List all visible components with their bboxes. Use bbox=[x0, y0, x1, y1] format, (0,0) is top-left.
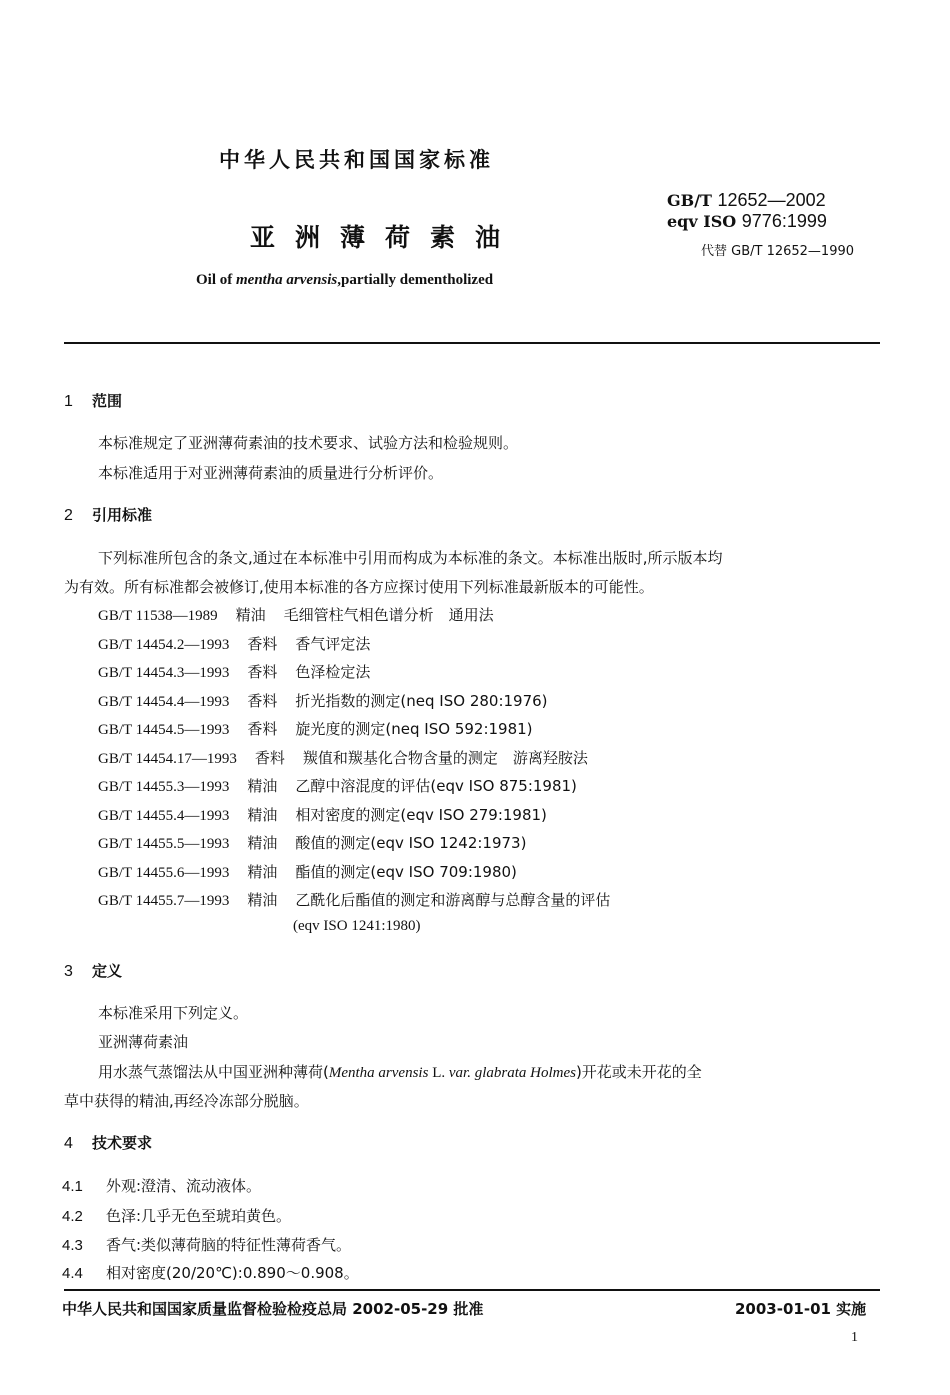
footer-divider bbox=[64, 1289, 880, 1291]
title-en-italic: mentha arvensis bbox=[236, 272, 338, 288]
section-number: 1 bbox=[64, 393, 73, 410]
section-title: 引用标准 bbox=[92, 506, 153, 524]
section-number: 2 bbox=[64, 507, 73, 524]
ref-item bbox=[98, 804, 547, 825]
page-number: 1 bbox=[851, 1330, 858, 1345]
standard-number bbox=[667, 190, 827, 232]
ref-title: 相对密度的测定(eqv ISO 279:1981) bbox=[295, 806, 547, 824]
item-number: 4.3 bbox=[62, 1237, 83, 1254]
ref-code: GB/T 14454.3—1993 bbox=[98, 665, 230, 681]
ref-code: GB/T 14455.4—1993 bbox=[98, 808, 230, 824]
standard-title-cn: 亚洲薄荷素油 bbox=[250, 223, 521, 252]
ref-item bbox=[98, 604, 494, 625]
title-en-post: ,partially dementholized bbox=[337, 272, 494, 288]
requirement-item bbox=[62, 1234, 351, 1255]
section-1-para-1: 本标准规定了亚洲薄荷素油的技术要求、试验方法和检验规则。 bbox=[98, 434, 519, 452]
item-number: 4.4 bbox=[62, 1265, 83, 1282]
standard-title-en bbox=[196, 272, 493, 289]
eqv-prefix: eqv ISO bbox=[667, 212, 742, 231]
ref-code: GB/T 11538—1989 bbox=[98, 608, 218, 624]
ref-item bbox=[98, 633, 370, 654]
ref-category: 香料 bbox=[247, 720, 278, 738]
eqv-number: 9776:1999 bbox=[741, 211, 827, 231]
ref-item bbox=[98, 690, 548, 711]
ref-title: 乙醇中溶混度的评估(eqv ISO 875:1981) bbox=[295, 777, 577, 795]
section-4-heading bbox=[64, 1132, 152, 1153]
national-standard-title: 中华人民共和国国家标准 bbox=[219, 148, 494, 172]
ref-code: GB/T 14454.5—1993 bbox=[98, 722, 230, 738]
std-no-prefix: GB/T bbox=[667, 191, 718, 210]
ref-title: 酸值的测定(eqv ISO 1242:1973) bbox=[295, 834, 527, 852]
section-title: 定义 bbox=[92, 962, 123, 980]
ref-code: GB/T 14454.17—1993 bbox=[98, 751, 237, 767]
ref-code: GB/T 14454.4—1993 bbox=[98, 694, 230, 710]
def-pre: 用水蒸气蒸馏法从中国亚洲种薄荷( bbox=[98, 1063, 329, 1081]
ref-category: 精油 bbox=[247, 834, 278, 852]
def-mid: L. bbox=[428, 1065, 449, 1081]
ref-category: 精油 bbox=[247, 891, 278, 909]
effective-date: 2003-01-01 实施 bbox=[735, 1300, 867, 1318]
definition-term: 亚洲薄荷素油 bbox=[98, 1033, 189, 1051]
item-number: 4.1 bbox=[62, 1178, 83, 1195]
ref-category: 精油 bbox=[247, 863, 278, 881]
section-title: 范围 bbox=[92, 392, 123, 410]
ref-category: 精油 bbox=[247, 777, 278, 795]
ref-title: 毛细管柱气相色谱分析 通用法 bbox=[283, 606, 494, 624]
ref-code: GB/T 14455.3—1993 bbox=[98, 779, 230, 795]
ref-item bbox=[98, 747, 588, 768]
header-divider bbox=[64, 342, 880, 344]
ref-category: 香料 bbox=[254, 749, 285, 767]
section-3-para-1: 本标准采用下列定义。 bbox=[98, 1004, 249, 1022]
ref-title: 乙酰化后酯值的测定和游离醇与总醇含量的评估 bbox=[295, 891, 611, 909]
std-no-number: 12652—2002 bbox=[717, 190, 826, 210]
replaces-standard: 代替 GB/T 12652—1990 bbox=[701, 244, 855, 259]
ref-code: GB/T 14455.6—1993 bbox=[98, 865, 230, 881]
ref-category: 精油 bbox=[235, 606, 266, 624]
item-text: 色泽:几乎无色至琥珀黄色。 bbox=[106, 1207, 292, 1225]
definition-line-1 bbox=[98, 1061, 702, 1082]
def-species: Mentha arvensis bbox=[328, 1065, 429, 1081]
section-2-para-line-1: 下列标准所包含的条文,通过在本标准中引用而构成为本标准的条文。本标准出版时,所示版本均 bbox=[98, 549, 723, 567]
requirement-item bbox=[62, 1175, 261, 1196]
section-2-heading bbox=[64, 504, 152, 525]
ref-item bbox=[98, 661, 370, 682]
title-en-pre: Oil of bbox=[196, 272, 236, 288]
item-number: 4.2 bbox=[62, 1208, 83, 1225]
ref-category: 香料 bbox=[247, 663, 278, 681]
item-text: 外观:澄清、流动液体。 bbox=[106, 1177, 262, 1195]
section-number: 3 bbox=[64, 963, 73, 980]
ref-category: 香料 bbox=[247, 692, 278, 710]
item-text: 香气:类似薄荷脑的特征性薄荷香气。 bbox=[106, 1236, 352, 1254]
section-2-para-line-2: 为有效。所有标准都会被修订,使用本标准的各方应探讨使用下列标准最新版本的可能性。 bbox=[64, 578, 654, 596]
ref-item bbox=[98, 718, 533, 739]
ref-code: GB/T 14454.2—1993 bbox=[98, 637, 230, 653]
item-text: 相对密度(20/20℃):0.890～0.908。 bbox=[106, 1264, 359, 1282]
ref-item bbox=[98, 861, 517, 882]
requirement-item bbox=[62, 1262, 359, 1283]
definition-line-2: 草中获得的精油,再经冷冻部分脱脑。 bbox=[64, 1092, 309, 1110]
def-post: )开花或未开花的全 bbox=[575, 1063, 702, 1081]
section-title: 技术要求 bbox=[92, 1134, 153, 1152]
section-3-heading bbox=[64, 960, 122, 981]
section-number: 4 bbox=[64, 1135, 73, 1152]
ref-code: GB/T 14455.7—1993 bbox=[98, 893, 230, 909]
ref-category: 香料 bbox=[247, 635, 278, 653]
ref-code: GB/T 14455.5—1993 bbox=[98, 836, 230, 852]
ref-title: 酯值的测定(eqv ISO 709:1980) bbox=[295, 863, 517, 881]
ref-item bbox=[98, 889, 610, 910]
ref-title: 羰值和羰基化合物含量的测定 游离羟胺法 bbox=[302, 749, 588, 767]
ref-category: 精油 bbox=[247, 806, 278, 824]
def-variety: var. glabrata Holmes bbox=[448, 1065, 576, 1081]
section-1-heading bbox=[64, 390, 122, 411]
section-1-para-2: 本标准适用于对亚洲薄荷素油的质量进行分析评价。 bbox=[98, 464, 444, 482]
ref-title: 旋光度的测定(neq ISO 592:1981) bbox=[295, 720, 533, 738]
ref-title: 色泽检定法 bbox=[295, 663, 371, 681]
ref-item bbox=[98, 832, 526, 853]
ref-item bbox=[98, 775, 577, 796]
ref-title: 折光指数的测定(neq ISO 280:1976) bbox=[295, 692, 548, 710]
ref-title: 香气评定法 bbox=[295, 635, 371, 653]
ref-continuation: (eqv ISO 1241:1980) bbox=[293, 918, 421, 934]
requirement-item bbox=[62, 1205, 291, 1226]
issuer-approval: 中华人民共和国国家质量监督检验检疫总局 2002-05-29 批准 bbox=[62, 1300, 484, 1318]
